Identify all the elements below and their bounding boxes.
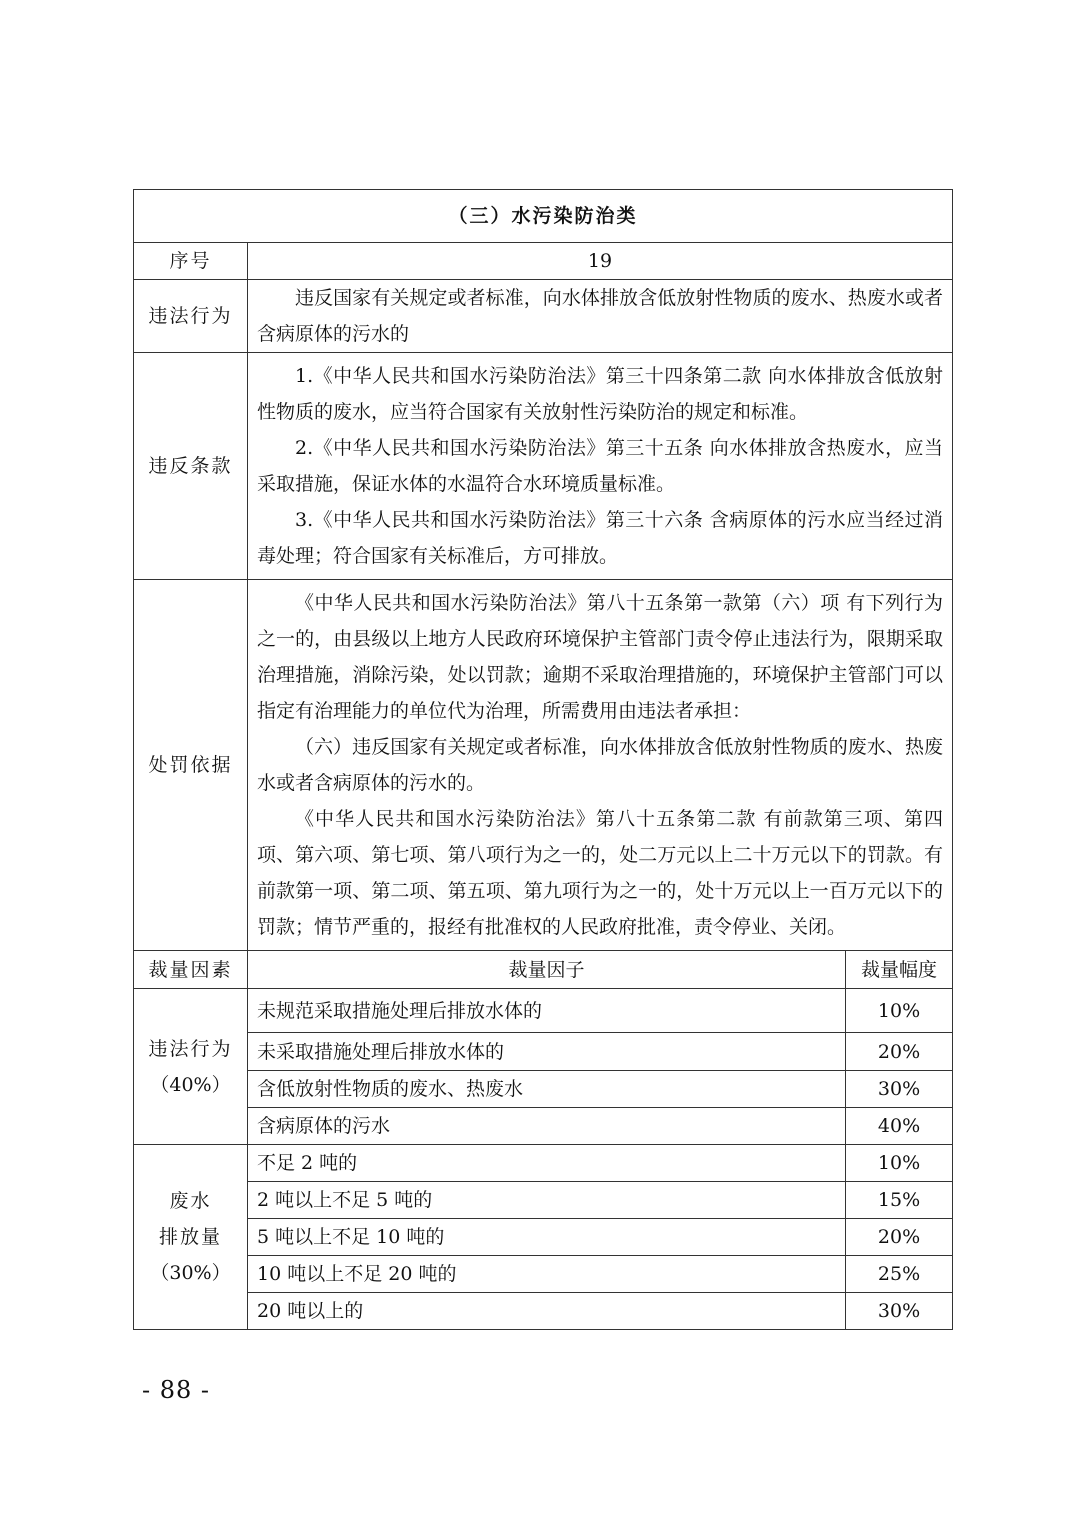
violated-clauses-cell — [248, 353, 953, 580]
violation-text: 违反国家有关规定或者标准，向水体排放含低放射性物质的废水、热废水或者含病原体的污水的 — [257, 287, 944, 345]
factor-cell: 含病原体的污水 — [248, 1108, 846, 1145]
range-header: 裁量幅度 — [846, 951, 953, 989]
range-cell: 25% — [846, 1256, 953, 1293]
violation-row — [134, 280, 953, 353]
penalty-table — [133, 189, 953, 1330]
factor-cell: 5 吨以上不足 10 吨的 — [248, 1219, 846, 1256]
violated-clauses-row — [134, 353, 953, 580]
discretion-row — [134, 1108, 953, 1145]
discretion-row — [134, 989, 953, 1033]
violation-label: 违法行为 — [134, 280, 248, 353]
range-cell: 40% — [846, 1108, 953, 1145]
range-cell: 15% — [846, 1182, 953, 1219]
penalty-basis-row — [134, 580, 953, 951]
basis-paragraph: 《中华人民共和国水污染防治法》第八十五条第一款第（六）项 有下列行为之一的，由县级以上地方人民政府环境保护主管部门责令停止违法行为，限期采取治理措施，消除污染，处以罚款；逾期不采取治理措施的，环境保护主管部门可以指定有治理能力的单位代为治理，所需费用由违法者承担： — [257, 592, 944, 722]
discretion-row — [134, 1293, 953, 1330]
serial-label: 序号 — [134, 243, 248, 280]
group-label-line: （40%） — [150, 1073, 231, 1096]
discretion-header-row — [134, 951, 953, 989]
discretion-row — [134, 1182, 953, 1219]
group-label-violation — [134, 989, 248, 1145]
factor-cell: 10 吨以上不足 20 吨的 — [248, 1256, 846, 1293]
group-label-line: （30%） — [150, 1262, 231, 1284]
factor-cell: 未规范采取措施处理后排放水体的 — [248, 989, 846, 1033]
section-title: （三）水污染防治类 — [134, 190, 953, 243]
clause-paragraph: 3.《中华人民共和国水污染防治法》第三十六条 含病原体的污水应当经过消毒处理；符合国家有关标准后，方可排放。 — [257, 509, 944, 567]
page-number: - 88 - — [142, 1376, 211, 1404]
item-header: 裁量因子 — [248, 951, 846, 989]
range-cell: 20% — [846, 1219, 953, 1256]
penalty-basis-cell — [248, 580, 953, 951]
range-cell: 20% — [846, 1033, 953, 1071]
serial-row — [134, 243, 953, 280]
discretion-row — [134, 1256, 953, 1293]
serial-value: 19 — [248, 243, 953, 280]
discretion-row — [134, 1033, 953, 1071]
range-cell: 30% — [846, 1071, 953, 1108]
violation-cell — [248, 280, 953, 353]
clause-paragraph: 2.《中华人民共和国水污染防治法》第三十五条 向水体排放含热废水，应当采取措施，保证水体的水温符合水环境质量标准。 — [257, 437, 944, 495]
group-label-line: 废水 — [169, 1190, 212, 1212]
group-label-line: 违法行为 — [148, 1037, 233, 1060]
clause-paragraph: 1.《中华人民共和国水污染防治法》第三十四条第二款 向水体排放含低放射性物质的废水，应当符合国家有关放射性污染防治的规定和标准。 — [257, 365, 944, 423]
factor-header: 裁量因素 — [134, 951, 248, 989]
factor-cell: 不足 2 吨的 — [248, 1145, 846, 1182]
title-row — [134, 190, 953, 243]
violated-clauses-label: 违反条款 — [134, 353, 248, 580]
penalty-basis-label: 处罚依据 — [134, 580, 248, 951]
range-cell: 10% — [846, 1145, 953, 1182]
discretion-row — [134, 1219, 953, 1256]
range-cell: 30% — [846, 1293, 953, 1330]
factor-cell: 2 吨以上不足 5 吨的 — [248, 1182, 846, 1219]
factor-cell: 20 吨以上的 — [248, 1293, 846, 1330]
factor-cell: 未采取措施处理后排放水体的 — [248, 1033, 846, 1071]
discretion-row — [134, 1071, 953, 1108]
factor-cell: 含低放射性物质的废水、热废水 — [248, 1071, 846, 1108]
basis-paragraph: 《中华人民共和国水污染防治法》第八十五条第二款 有前款第三项、第四项、第六项、第七项、第八项行为之一的，处二万元以上二十万元以下的罚款。有前款第一项、第二项、第五项、第九项行为之一的，处十万元以上一百万元以下的罚款；情节严重的，报经有批准权的人民政府批准，责令停业、关闭。 — [257, 808, 944, 938]
discretion-row — [134, 1145, 953, 1182]
group-label-discharge — [134, 1145, 248, 1330]
basis-paragraph: （六）违反国家有关规定或者标准，向水体排放含低放射性物质的废水、热废水或者含病原体的污水的。 — [257, 736, 944, 794]
group-label-line: 排放量 — [158, 1226, 222, 1248]
range-cell: 10% — [846, 989, 953, 1033]
